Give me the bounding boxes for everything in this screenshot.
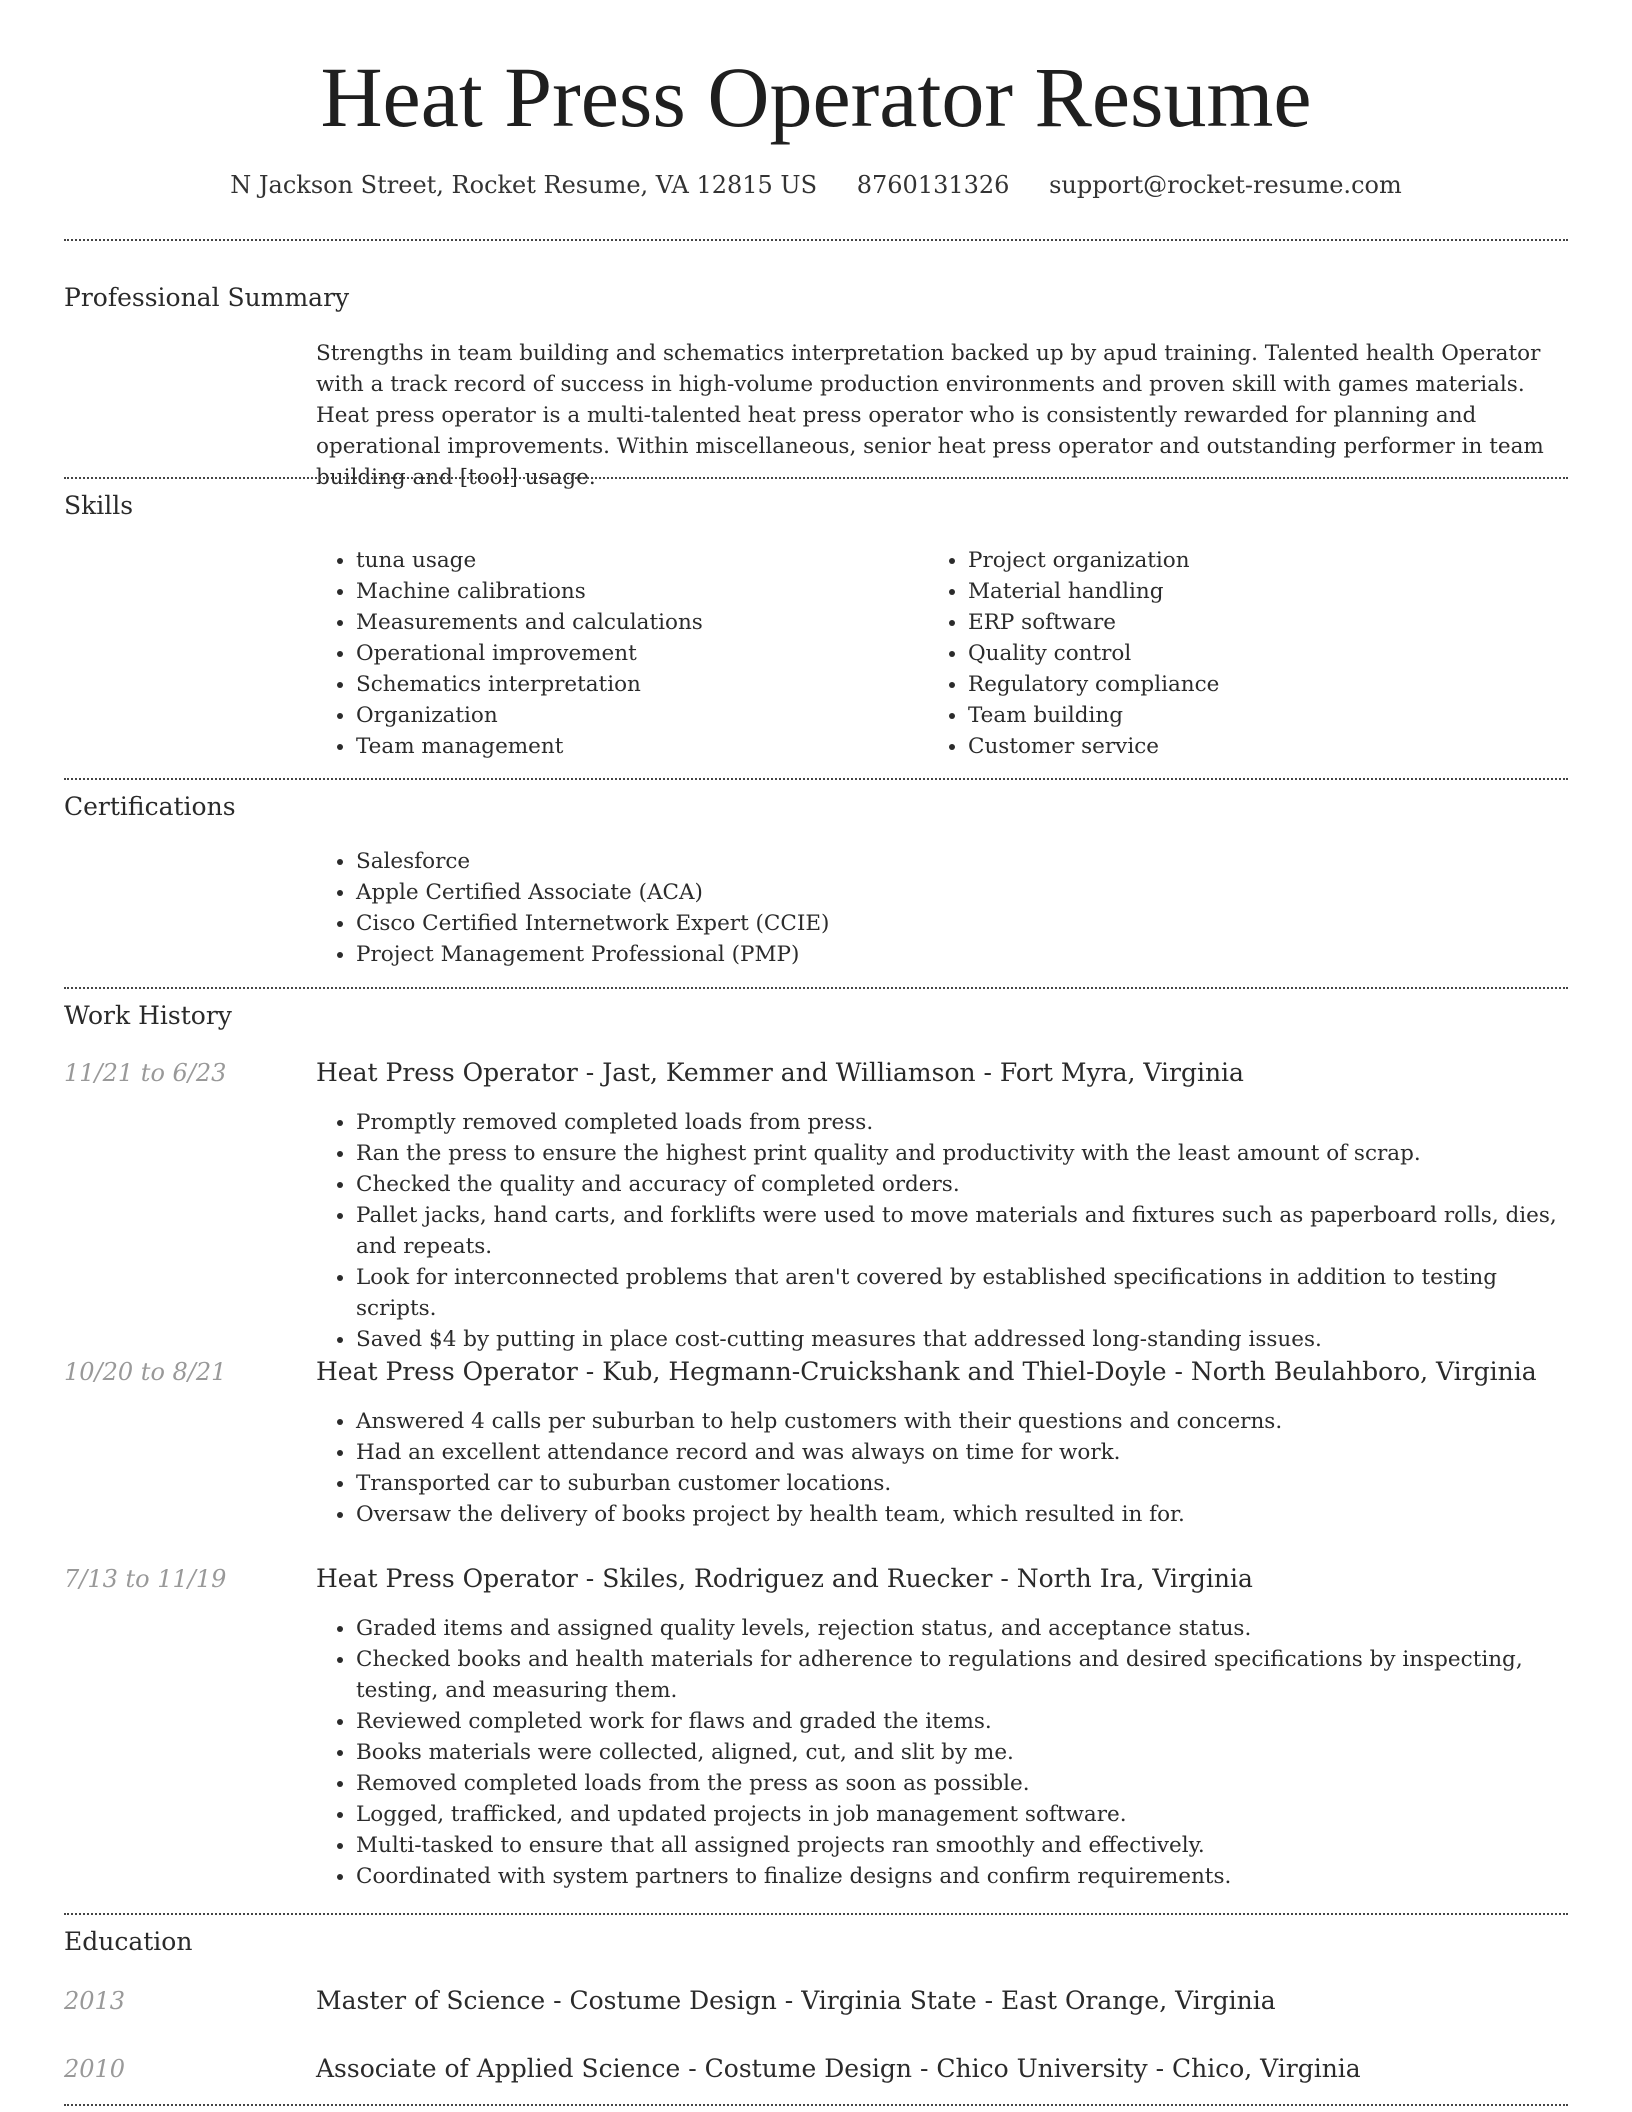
job-title: Heat Press Operator - Skiles, Rodriguez and Ruecker - North Ira, Virginia <box>316 1564 1253 1593</box>
education-heading: Education <box>64 1927 193 1956</box>
job-bullet: • Answered 4 calls per suburban to help customers with their questions and concerns. <box>356 1406 1568 1437</box>
certification-item: • Salesforce <box>356 846 1562 877</box>
work-history-heading: Work History <box>64 1001 232 1030</box>
education-degree: Master of Science - Costume Design - Virginia State - East Orange, Virginia <box>316 1986 1276 2015</box>
job-bullet: • Ran the press to ensure the highest print quality and productivity with the least amount of scrap. <box>356 1138 1568 1169</box>
skill-item: • Material handling <box>968 576 1524 607</box>
certifications-heading: Certifications <box>64 792 236 821</box>
divider <box>64 239 1568 241</box>
job-bullet: • Reviewed completed work for flaws and graded the items. <box>356 1706 1568 1737</box>
skill-item: • Regulatory compliance <box>968 669 1524 700</box>
job-bullet: • Graded items and assigned quality levels, rejection status, and acceptance status. <box>356 1613 1568 1644</box>
job-bullet: • Pallet jacks, hand carts, and forklifts were used to move materials and fixtures such as paperboard rolls, dies, and repeats. <box>356 1200 1568 1262</box>
job-dates: 11/21 to 6/23 <box>64 1059 227 1087</box>
certification-item: • Project Management Professional (PMP) <box>356 939 1562 970</box>
job-bullet: • Oversaw the delivery of books project by health team, which resulted in for. <box>356 1499 1568 1530</box>
job-bullet: • Had an excellent attendance record and was always on time for work. <box>356 1437 1568 1468</box>
contact-phone: 8760131326 <box>856 170 1010 199</box>
job-bullet: • Removed completed loads from the press as soon as possible. <box>356 1768 1568 1799</box>
divider <box>64 1913 1568 1915</box>
certification-item: • Apple Certified Associate (ACA) <box>356 877 1562 908</box>
job-bullet: • Checked the quality and accuracy of completed orders. <box>356 1169 1568 1200</box>
skill-item: • Project organization <box>968 545 1524 576</box>
education-year: 2013 <box>64 1987 126 2015</box>
skill-item: • Customer service <box>968 731 1524 762</box>
job-bullets <box>312 1406 1568 1530</box>
divider <box>64 477 1568 479</box>
skill-item: • Operational improvement <box>356 638 912 669</box>
divider <box>64 987 1568 989</box>
skill-item: • Organization <box>356 700 912 731</box>
skills-column-right <box>924 545 1524 762</box>
contact-address: N Jackson Street, Rocket Resume, VA 12815 US <box>230 170 818 199</box>
contact-email: support@rocket-resume.com <box>1049 170 1402 199</box>
skills-column-left <box>312 545 912 762</box>
skill-item: • Schematics interpretation <box>356 669 912 700</box>
divider <box>64 2104 1568 2106</box>
skill-item: • Machine calibrations <box>356 576 912 607</box>
skill-item: • Team management <box>356 731 912 762</box>
job-bullet: • Checked books and health materials for adherence to regulations and desired specifications by inspecting, testing, and measuring them. <box>356 1644 1568 1706</box>
job-bullet: • Transported car to suburban customer locations. <box>356 1468 1568 1499</box>
education-degree: Associate of Applied Science - Costume Design - Chico University - Chico, Virginia <box>316 2054 1361 2083</box>
resume-header <box>0 50 1632 199</box>
job-bullet: • Logged, trafficked, and updated projects in job management software. <box>356 1799 1568 1830</box>
job-bullet: • Books materials were collected, aligned, cut, and slit by me. <box>356 1737 1568 1768</box>
job-bullet: • Look for interconnected problems that aren't covered by established specifications in addition to testing scripts. <box>356 1262 1568 1324</box>
job-title: Heat Press Operator - Kub, Hegmann-Cruickshank and Thiel-Doyle - North Beulahboro, Virginia <box>316 1357 1537 1386</box>
job-title: Heat Press Operator - Jast, Kemmer and Williamson - Fort Myra, Virginia <box>316 1058 1244 1087</box>
job-dates: 7/13 to 11/19 <box>64 1565 227 1593</box>
page-title: Heat Press Operator Resume <box>320 49 1312 145</box>
job-bullet: • Saved $4 by putting in place cost-cutting measures that addressed long-standing issues. <box>356 1324 1568 1355</box>
job-bullet: • Multi-tasked to ensure that all assigned projects ran smoothly and effectively. <box>356 1830 1568 1861</box>
certifications-list <box>312 846 1562 970</box>
skill-item: • Quality control <box>968 638 1524 669</box>
job-bullets <box>312 1107 1568 1355</box>
skill-item: • tuna usage <box>356 545 912 576</box>
skill-item: • ERP software <box>968 607 1524 638</box>
skill-item: • Measurements and calculations <box>356 607 912 638</box>
certification-item: • Cisco Certified Internetwork Expert (CCIE) <box>356 908 1562 939</box>
skills-heading: Skills <box>64 491 134 520</box>
summary-text: Strengths in team building and schematics interpretation backed up by apud training. Talented health Operator with a track record of success in high-volume production environments and proven skill with games materials. Heat press operator is a multi-talented heat press operator who is consistently rewarded for planning and operational improvements. Within miscellaneous, senior heat press operator and outstanding performer in team building and [tool] usage. <box>316 341 1544 490</box>
education-year: 2010 <box>64 2055 126 2083</box>
divider <box>64 778 1568 780</box>
summary-heading: Professional Summary <box>64 283 350 312</box>
job-bullet: • Promptly removed completed loads from press. <box>356 1107 1568 1138</box>
skill-item: • Team building <box>968 700 1524 731</box>
contact-line <box>0 171 1632 199</box>
job-bullets <box>312 1613 1568 1892</box>
job-bullet: • Coordinated with system partners to finalize designs and confirm requirements. <box>356 1861 1568 1892</box>
job-dates: 10/20 to 8/21 <box>64 1358 227 1386</box>
